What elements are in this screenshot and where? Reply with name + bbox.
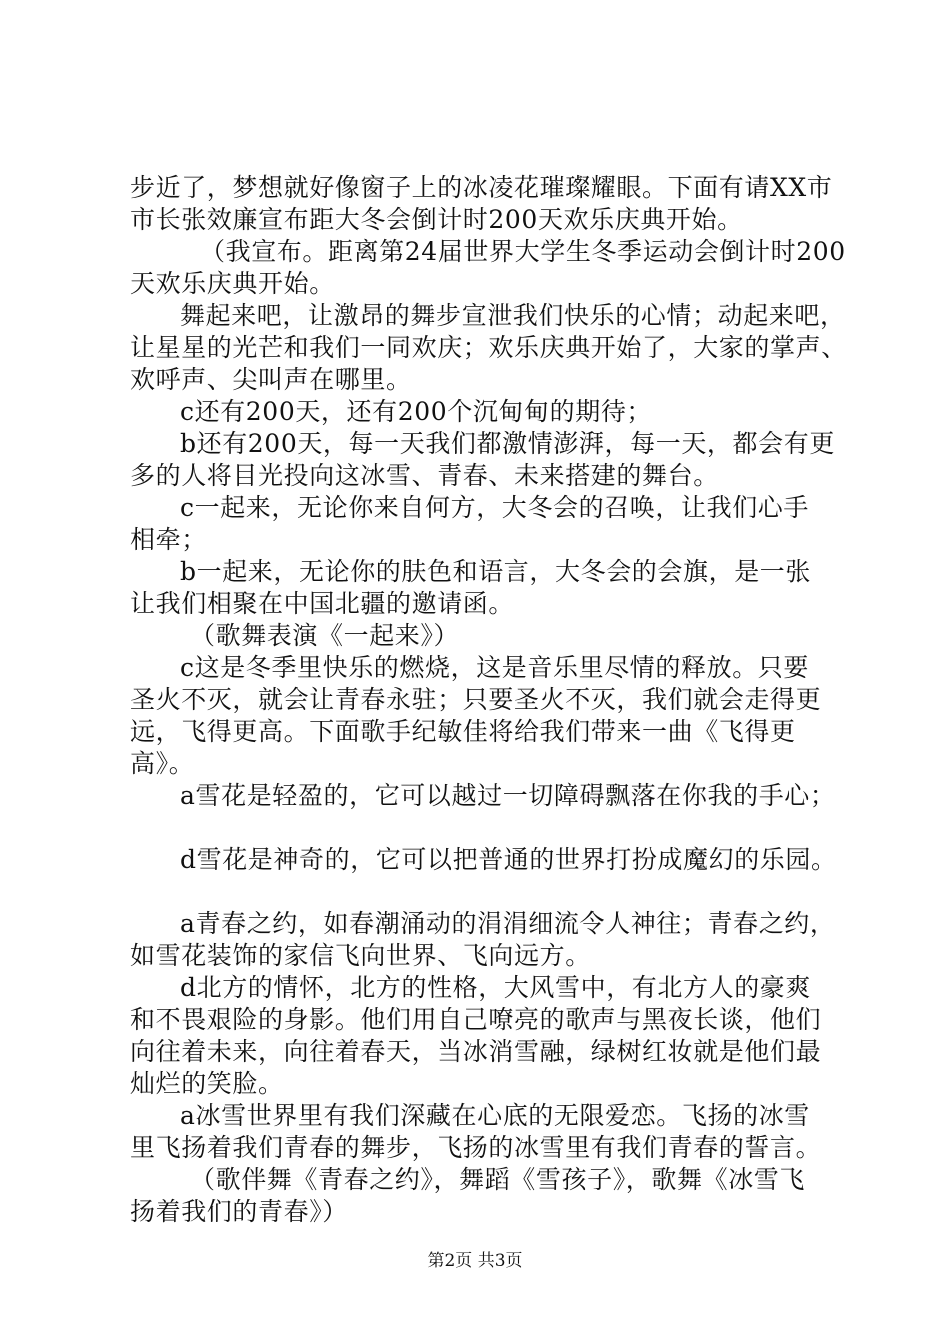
document-body — [130, 172, 850, 1228]
text-line: 欢呼声、尖叫声在哪里。 — [130, 365, 412, 394]
paragraph-gap — [130, 812, 850, 844]
page-number-footer: 第2页 共3页 — [427, 1251, 523, 1271]
text-line: a青春之约，如春潮涌动的涓涓细流令人神往；青春之约， — [180, 909, 836, 938]
text-line: 高》。 — [130, 749, 195, 778]
text-line: d雪花是神奇的，它可以把普通的世界打扮成魔幻的乐园。 — [180, 845, 837, 874]
text-line: 里飞扬着我们青春的舞步，飞扬的冰雪里有我们青春的誓言。 — [130, 1133, 822, 1162]
text-line: b还有200天，每一天我们都激情澎湃，每一天，都会有更 — [180, 429, 835, 458]
text-line: c一起来，无论你来自何方，大冬会的召唤，让我们心手 — [180, 493, 810, 522]
text-line: c这是冬季里快乐的燃烧，这是音乐里尽情的释放。只要 — [180, 653, 810, 682]
text-line: 远，飞得更高。下面歌手纪敏佳将给我们带来一曲《飞得更 — [130, 717, 796, 746]
text-line: 市长张效廉宣布距大冬会倒计时200天欢乐庆典开始。 — [130, 205, 743, 234]
text-line: 天欢乐庆典开始。 — [130, 269, 335, 298]
text-line: a雪花是轻盈的，它可以越过一切障碍飘落在你我的手心； — [180, 781, 836, 810]
text-line: 步近了，梦想就好像窗子上的冰凌花璀璨耀眼。下面有请XX市 — [130, 173, 833, 202]
text-line: d北方的情怀，北方的性格，大风雪中，有北方人的豪爽 — [180, 973, 812, 1002]
text-line: 让我们相聚在中国北疆的邀请函。 — [130, 589, 515, 618]
text-line: 相牵； — [130, 525, 207, 554]
text-line: 让星星的光芒和我们一同欢庆；欢乐庆典开始了，大家的掌声、 — [130, 333, 847, 362]
text-line: 扬着我们的青春》） — [130, 1197, 348, 1226]
text-line: 如雪花装饰的家信飞向世界、飞向远方。 — [130, 941, 591, 970]
text-line: a冰雪世界里有我们深藏在心底的无限爱恋。飞扬的冰雪 — [180, 1101, 810, 1130]
text-line: 和不畏艰险的身影。他们用自己嘹亮的歌声与黑夜长谈，他们 — [130, 1005, 822, 1034]
text-line: c还有200天，还有200个沉甸甸的期待； — [180, 397, 653, 426]
text-line: b一起来，无论你的肤色和语言，大冬会的会旗，是一张 — [180, 557, 812, 586]
text-line: 多的人将目光投向这冰雪、青春、未来搭建的舞台。 — [130, 461, 719, 490]
text-line: 舞起来吧，让激昂的舞步宣泄我们快乐的心情；动起来吧， — [180, 301, 846, 330]
text-line: （歌舞表演《一起来》） — [190, 621, 460, 650]
text-line: 圣火不灭，就会让青春永驻；只要圣火不灭，我们就会走得更 — [130, 685, 822, 714]
text-line: （我宣布。距离第24届世界大学生冬季运动会倒计时200 — [200, 237, 846, 266]
paragraph-gap — [130, 876, 850, 908]
text-line: （歌伴舞《青春之约》，舞蹈《雪孩子》，歌舞《冰雪飞 — [190, 1165, 806, 1194]
text-line: 向往着未来，向往着春天，当冰消雪融，绿树红妆就是他们最 — [130, 1037, 822, 1066]
text-line: 灿烂的笑脸。 — [130, 1069, 284, 1098]
